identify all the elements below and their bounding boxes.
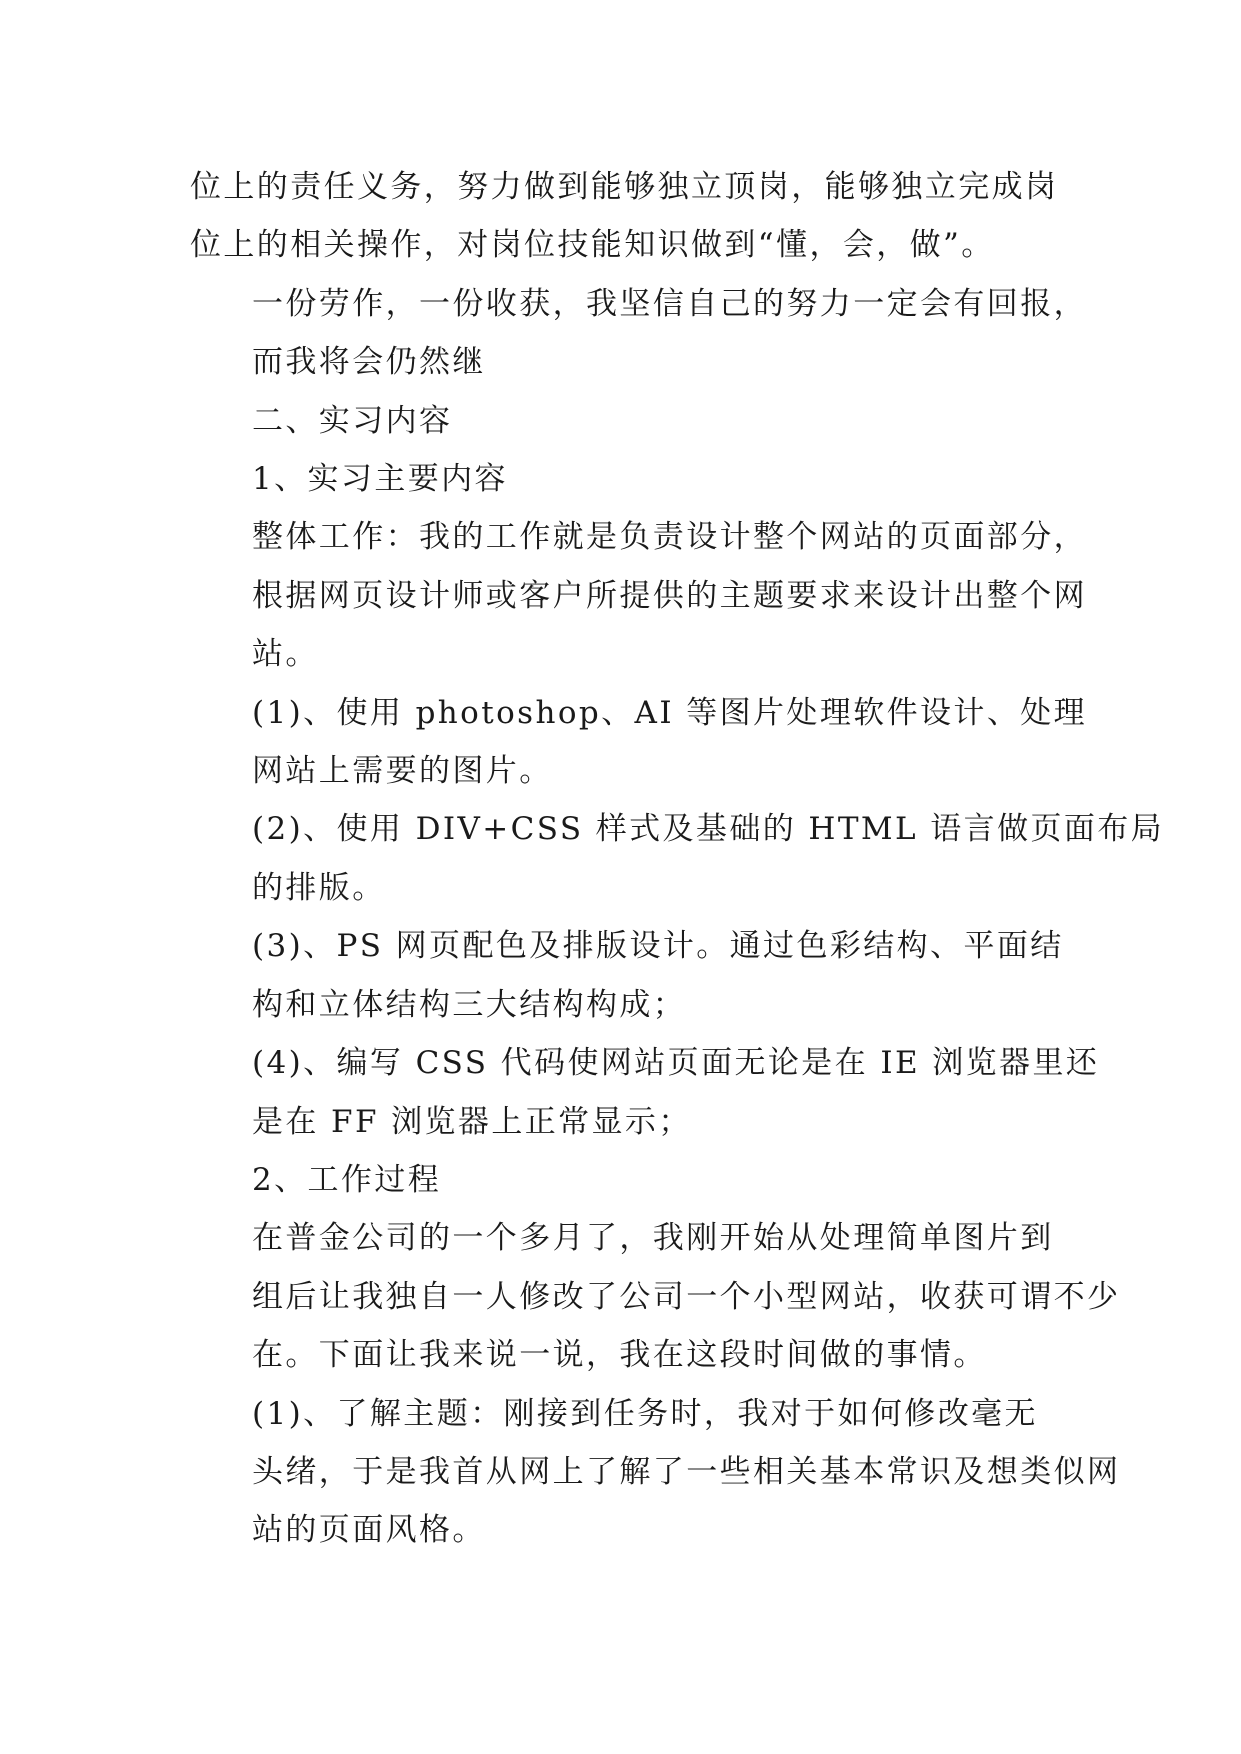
heading-text: 1、实习主要内容 xyxy=(252,461,508,498)
text-line: 构和立体结构三大结构构成； xyxy=(252,986,687,1023)
text-line: 位上的责任义务，努力做到能够独立顶岗，能够独立完成岗 xyxy=(190,169,1059,205)
text-line: (1)、了解主题：刚接到任务时，我对于如何修改毫无 xyxy=(252,1395,1038,1432)
paragraph-overall-work xyxy=(190,508,1087,683)
text-line: 在。下面让我来说一说，我在这段时间做的事情。 xyxy=(252,1337,987,1374)
text-line: 是在 FF 浏览器上正常显示； xyxy=(252,1103,692,1140)
text-line: 一份劳作，一份收获，我坚信自己的努力一定会有回报， xyxy=(252,285,1087,322)
list-item-1 xyxy=(190,684,1088,801)
document-body xyxy=(190,158,1165,1560)
text-line: 在普金公司的一个多月了，我刚开始从处理简单图片到 xyxy=(252,1220,1054,1257)
list-item-understand-topic xyxy=(190,1385,1121,1560)
text-line: 整体工作：我的工作就是负责设计整个网站的页面部分， xyxy=(252,519,1087,556)
text-line: 位上的相关操作，对岗位技能知识做到“懂，会，做”。 xyxy=(190,227,995,264)
text-line: (3)、PS 网页配色及排版设计。通过色彩结构、平面结 xyxy=(252,928,1064,965)
list-item-3 xyxy=(190,917,1064,1034)
text-line: 而我将会仍然继 xyxy=(252,344,486,381)
paragraph-job-duties xyxy=(190,158,1059,275)
text-line: (4)、编写 CSS 代码使网站页面无论是在 IE 浏览器里还 xyxy=(252,1045,1100,1082)
text-line: 根据网页设计师或客户所提供的主题要求来设计出整个网 xyxy=(252,577,1087,614)
paragraph-effort-reward xyxy=(190,275,1087,392)
text-line: 站。 xyxy=(252,636,319,673)
text-line: 组后让我独自一人修改了公司一个小型网站，收获可谓不少 xyxy=(252,1278,1121,1315)
text-line: 头绪，于是我首从网上了解了一些相关基本常识及想类似网 xyxy=(252,1453,1121,1490)
paragraph-company-experience xyxy=(190,1209,1121,1384)
heading-text: 二、实习内容 xyxy=(252,402,453,439)
section-heading-internship-content xyxy=(190,392,1052,450)
text-line: 的排版。 xyxy=(252,869,386,906)
text-line: (2)、使用 DIV+CSS 样式及基础的 HTML 语言做页面布局 xyxy=(252,811,1165,848)
heading-text: 2、工作过程 xyxy=(252,1161,442,1198)
list-item-2 xyxy=(190,800,1165,917)
subsection-heading-work-process xyxy=(190,1151,1052,1209)
text-line: (1)、使用 photoshop、AI 等图片处理软件设计、处理 xyxy=(252,694,1088,731)
list-item-4 xyxy=(190,1034,1100,1151)
subsection-heading-main-content xyxy=(190,450,1052,508)
text-line: 站的页面风格。 xyxy=(252,1512,486,1549)
text-line: 网站上需要的图片。 xyxy=(252,753,553,790)
